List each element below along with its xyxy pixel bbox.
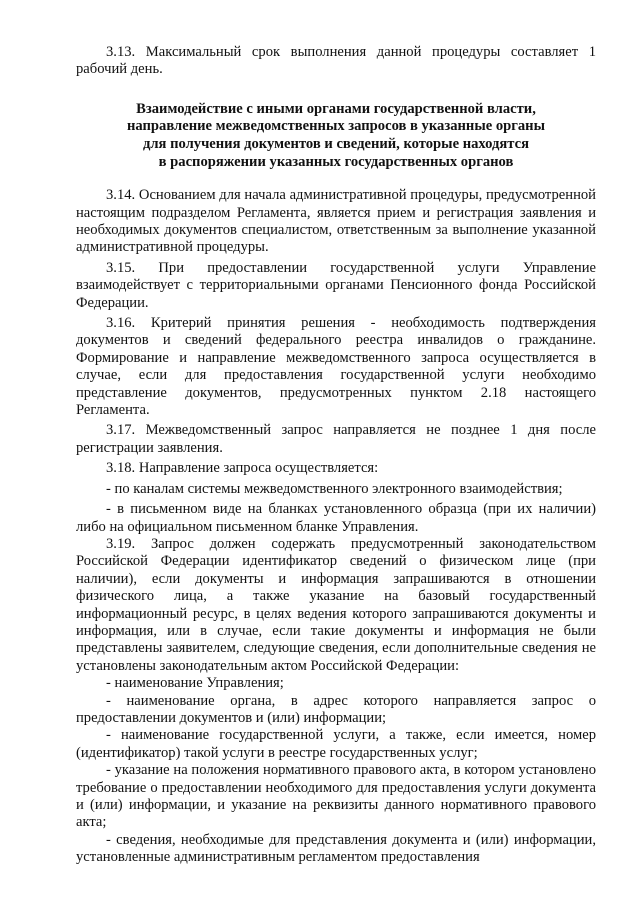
paragraph-3-16: 3.16. Критерий принятия решения - необходимость подтверждения документов и сведений федерального реестра инвалидов о гражданине. Формирование и направление межведомственного запроса осуществляется в случае, если для предоставления государственной услуги необходимо представление документов, предусмотренных пунктом 2.18 настоящего Регламента.: [76, 315, 596, 419]
list-item: - сведения, необходимые для представления документа и (или) информации, установленные административным регламентом предоставления: [76, 831, 596, 866]
heading-line: направление межведомственных запросов в указанные органы: [127, 118, 545, 135]
heading-line: в распоряжении указанных государственных органов: [158, 153, 514, 170]
paragraph-3-17: 3.17. Межведомственный запрос направляется не позднее 1 дня после регистрации заявления.: [76, 422, 596, 456]
paragraph-3-13: 3.13. Максимальный срок выполнения данной процедуры составляет 1 рабочий день.: [76, 44, 596, 78]
list-item: - наименование Управления;: [106, 675, 284, 692]
paragraph-3-14: 3.14. Основанием для начала административной процедуры, предусмотренной настоящим подразделом Регламента, является прием и регистрация заявления и необходимых документов специалистом, ответственным за выполнение указанной административной процедуры.: [76, 187, 596, 256]
list-item: - по каналам системы межведомственного электронного взаимодействия;: [106, 480, 563, 497]
list-item: - наименование государственной услуги, а также, если имеется, номер (идентификатор) такой услуги в реестре государственных услуг;: [76, 727, 596, 761]
paragraph-3-18: 3.18. Направление запроса осуществляется:: [106, 460, 379, 477]
list-item: - указание на положения нормативного правового акта, в котором установлено требование о предоставлении необходимого для предоставления услуги документа и (или) информации, и указание на реквизиты данного нормативного правового акта;: [76, 762, 596, 831]
heading-line: Взаимодействие с иными органами государственной власти,: [136, 100, 536, 117]
paragraph-3-15: 3.15. При предоставлении государственной услуги Управление взаимодействует с территориальными органами Пенсионного фонда Российской Федерации.: [76, 259, 596, 311]
heading-line: для получения документов и сведений, которые находятся: [142, 136, 530, 152]
list-item: - наименование органа, в адрес которого направляется запрос о предоставлении документов и (или) информации;: [76, 692, 596, 726]
paragraph-3-19: 3.19. Запрос должен содержать предусмотренный законодательством Российской Федерации идентификатор сведений о физическом лице (при наличии), если документы и информация запрашиваются в отношении физического лица, а также указание на базовый государственный информационный ресурс, в целях ведения которого запрашиваются документы и информация, или в случае, если такие документы и информация не были представлены заявителем, следующие сведения, если дополнительные сведения не установлены законодательным актом Российской Федерации:: [76, 535, 596, 674]
list-item: - в письменном виде на бланках установленного образца (при их наличии) либо на официальном письменном бланке Управления.: [76, 501, 596, 535]
section-heading: [76, 101, 596, 171]
